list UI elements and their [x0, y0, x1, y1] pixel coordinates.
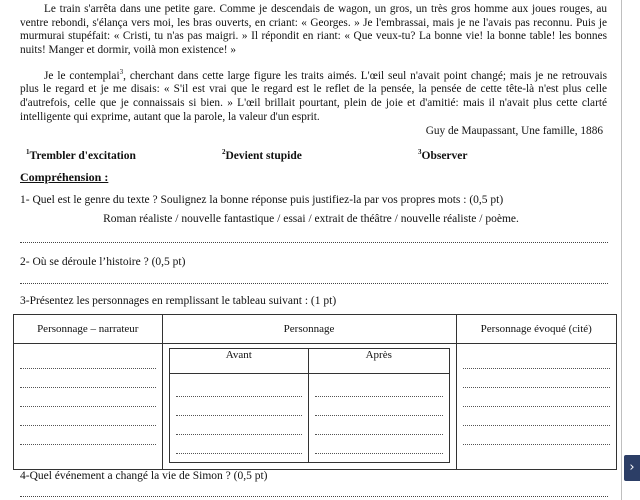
text-source: Guy de Maupassant, Une famille, 1886: [425, 125, 603, 137]
footnote-ref-3: 3: [119, 68, 124, 76]
answer-line[interactable]: [20, 369, 156, 388]
answer-line-2[interactable]: [20, 283, 608, 284]
answer-line[interactable]: [20, 350, 156, 369]
evoked-cell[interactable]: [456, 344, 617, 470]
answer-line-1[interactable]: [20, 242, 608, 243]
col-character-header: Personnage: [162, 315, 456, 344]
question-2: 2- Où se déroule l’histoire ? (0,5 pt): [20, 256, 186, 268]
comprehension-title: Compréhension :: [20, 170, 109, 184]
question-1: 1- Quel est le genre du texte ? Soulignez la bonne réponse puis justifiez-la par vos propres mots : (0,5 pt): [20, 194, 504, 206]
narrator-cell[interactable]: [14, 344, 163, 470]
sub-after-header: Après: [309, 349, 450, 374]
footnote-3: $^3$Observer: [418, 148, 468, 162]
footnote-1: $^1$Trembler d'excitation: [26, 148, 136, 162]
after-cell[interactable]: [309, 374, 450, 463]
answer-line[interactable]: [20, 388, 156, 407]
text-paragraph-2: [20, 66, 607, 124]
question-1-options: Roman réaliste / nouvelle fantastique / essai / extrait de théâtre / nouvelle réaliste / poème.: [103, 213, 519, 225]
characters-table: [13, 314, 617, 470]
footnote-2: $^2$Devient stupide: [222, 148, 302, 162]
p2-start: Je le contemplai: [44, 69, 120, 82]
answer-line[interactable]: [20, 407, 156, 426]
sub-before-header: Avant: [169, 349, 308, 374]
question-4: 4-Quel événement a changé la vie de Simon ? (0,5 pt): [20, 470, 268, 482]
answer-line[interactable]: [20, 426, 156, 445]
text-paragraph-1: Le train s'arrêta dans une petite gare. Comme je descendais de wagon, un gros, un très gros homme aux joues rouges, au ventre rebondi, s'élança vers moi, les bras ouverts, en criant: « Georges. » Je l'embrassai, mais je ne l'avais pas reconnu. Puis je murmurai stupéfait: « Cristi, tu n'as pas maigri. » Il répondit en riant: « Que veux-tu? La bonne vie! la bonne table! les bonnes nuits! Manger et dormir, voilà mon existence! »: [20, 3, 607, 56]
before-after-table: [169, 348, 450, 463]
before-cell[interactable]: [169, 374, 308, 463]
answer-line-4[interactable]: [20, 496, 608, 497]
character-cell: [162, 344, 456, 470]
col-narrator-header: Personnage – narrateur: [14, 315, 163, 344]
chevron-right-icon[interactable]: ›: [624, 455, 640, 481]
question-3: 3-Présentez les personnages en remplissant le tableau suivant : (1 pt): [20, 295, 337, 307]
p2-rest: , cherchant dans cette large figure les traits aimés. L'œil seul n'avait point changé; mais je ne retrouvais plus le regard et je me disais: « S'il est vrai que le regard est le reflet de la pensée, la pensée de cette tête-là n'est plus celle d'autrefois, celle que je connaissais si bien. » L'œil brillait pourtant, plein de joie et d'amitié: mais il n'avait plus cette clarté intelligente qui exprime, autant que la parole, la valeur d'un esprit.: [20, 69, 607, 123]
col-evoked-header: Personnage évoqué (cité): [456, 315, 617, 344]
